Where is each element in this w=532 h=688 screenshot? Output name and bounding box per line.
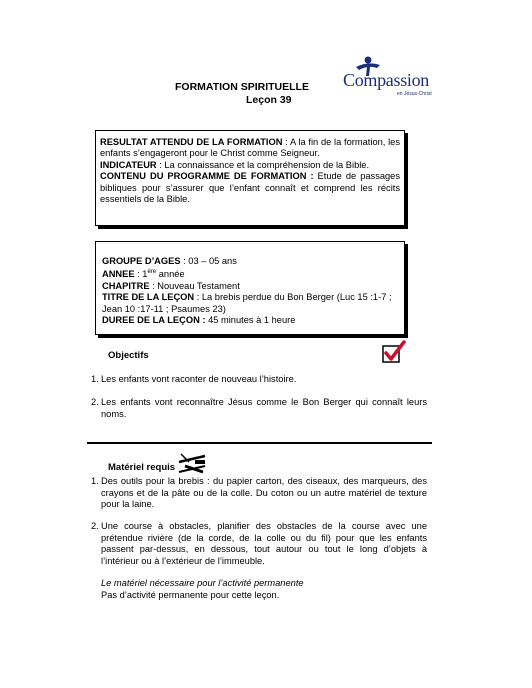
program-content-text: Etude de passages bibliques pour s’assurer que l’enfant connaît et comprend les récits essentiels de la Bible. (100, 171, 401, 205)
lesson-title-label: TITRE DE LA LEÇON (102, 292, 195, 303)
pencil-tools-icon (175, 452, 211, 476)
outcome-text: : A la fin de la formation, les enfants s’engageront pour le Christ comme Seigneur. (100, 137, 400, 159)
materials-heading: Matériel requis (108, 462, 176, 473)
lesson-info-box (95, 241, 405, 335)
age-group-label: GROUPE D’AGES (102, 256, 181, 266)
list-text: Une course à obstacles, planifier des obstacles de la course avec une prétendue rivière (de la corde, de la colle ou du fil) pour que les enfants passent par-dessus, en dessous, tout autour ou tout le long d’objets à l’intérieur ou à l’extérieur de l’immeuble. (101, 521, 427, 566)
logo-tagline: en Jésus-Christ (397, 91, 432, 97)
training-outcome-box (95, 130, 405, 226)
list-number: 2. (91, 397, 99, 407)
list-number: 1. (91, 374, 99, 384)
section-divider (87, 442, 432, 444)
list-text: Les enfants vont reconnaître Jésus comme le Bon Berger qui connaît leurs noms. (101, 397, 427, 419)
chapter-value: : Nouveau Testament (149, 280, 240, 291)
checkbox-checked-icon (382, 340, 406, 364)
duration-label: DUREE DE LA LEÇON : (102, 315, 206, 326)
objectives-list (91, 374, 427, 434)
list-text: Les enfants vont raconter de nouveau l’histoire. (101, 374, 297, 384)
outcome-label: RESULTAT ATTENDU DE LA FORMATION (100, 137, 283, 147)
chapter-label: CHAPITRE (102, 280, 150, 291)
year-label: ANNEE (102, 269, 135, 280)
lesson-title-value: : La brebis perdue du Bon Berger (Luc 15 :1-7 ; Jean 10 :17-11 ; Psaumes 23) (102, 292, 392, 314)
year-value: : 1 (134, 269, 148, 280)
program-content-label: CONTENU DU PROGRAMME DE FORMATION : (100, 171, 314, 182)
year-superscript: ère (147, 269, 157, 276)
objectives-heading: Objectifs (108, 350, 149, 361)
permanent-activity-text: Pas d’activité permanente pour cette leçon. (101, 590, 280, 600)
compassion-logo (335, 55, 435, 101)
duration-value: 45 minutes à 1 heure (205, 315, 296, 326)
list-number: 1. (91, 476, 99, 486)
permanent-activity-label: Le matériel nécessaire pour l’activité permanente (101, 578, 304, 588)
document-title: FORMATION SPIRITUELLE (175, 81, 309, 93)
indicator-text: : La connaissance et la compréhension de la Bible. (156, 159, 370, 170)
logo-wordmark: Compassion (343, 70, 430, 90)
lesson-number: Leçon 39 (246, 94, 292, 106)
materials-list (91, 476, 427, 606)
indicator-label: INDICATEUR (100, 159, 157, 170)
list-text: Des outils pour la brebis : du papier carton, des ciseaux, des marqueurs, des crayons et de la pâte ou de la colle. Du coton ou un autre matériel de texture pour la laine. (101, 476, 427, 509)
year-suffix: année (156, 269, 185, 280)
list-number: 2. (91, 521, 99, 531)
age-group-value: : 03 – 05 ans (180, 256, 237, 266)
